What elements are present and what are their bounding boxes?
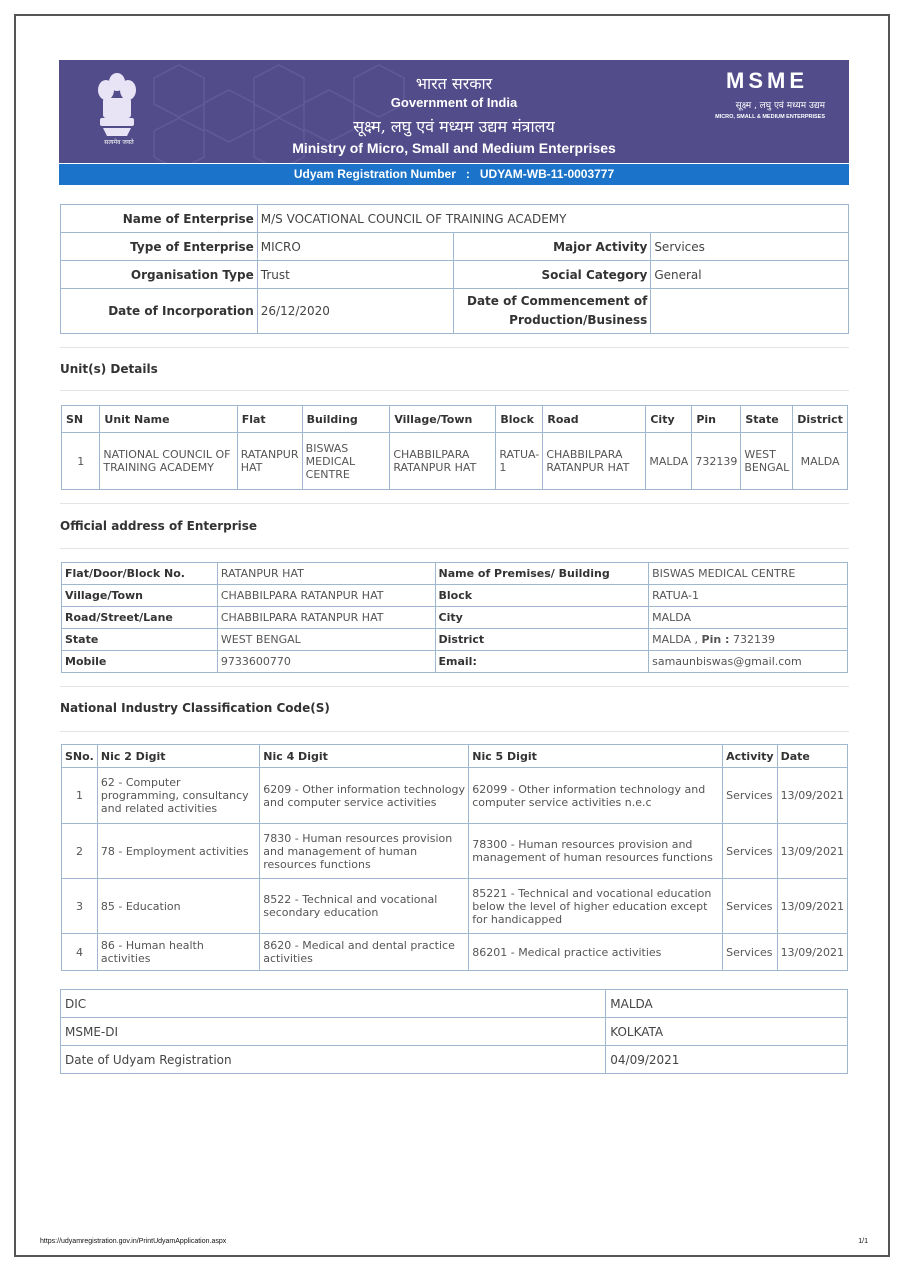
table-row	[62, 879, 848, 934]
column-header: State	[741, 406, 793, 433]
enterprise-name-label: Name of Enterprise	[61, 205, 258, 233]
incorporation-date-label: Date of Incorporation	[61, 289, 258, 334]
column-header: Village/Town	[390, 406, 496, 433]
hindi-ministry-title: सूक्ष्म, लघु एवं मध्यम उद्यम मंत्रालय	[353, 117, 555, 136]
table-cell: 85221 - Technical and vocational education below the level of higher education except for handicapped	[469, 879, 723, 934]
column-header: SNo.	[62, 745, 98, 768]
table-row	[62, 585, 848, 607]
district-name: MALDA ,	[652, 633, 699, 646]
table-row	[61, 1018, 848, 1046]
table-cell: 7830 - Human resources provision and management of human resources functions	[260, 824, 469, 879]
table-cell: Services	[723, 824, 777, 879]
pin-value: 732139	[732, 633, 775, 646]
table-cell: 85 - Education	[97, 879, 259, 934]
village-label: Village/Town	[62, 585, 218, 607]
column-header: Flat	[237, 406, 302, 433]
major-activity: Services	[651, 233, 849, 261]
table-cell: 1	[62, 768, 98, 824]
table-row	[61, 990, 848, 1018]
table-row	[62, 629, 848, 651]
divider	[60, 503, 849, 504]
premises-value: BISWAS MEDICAL CENTRE	[649, 563, 848, 585]
email-label: Email:	[435, 651, 649, 673]
incorporation-date: 26/12/2020	[257, 289, 454, 334]
table-cell: 3	[62, 879, 98, 934]
table-cell: 2	[62, 824, 98, 879]
msme-logo-hindi: सूक्ष्म , लघु एवं मध्यम उद्यम	[735, 101, 825, 111]
table-cell: 4	[62, 934, 98, 971]
table-cell: NATIONAL COUNCIL OF TRAINING ACADEMY	[100, 433, 237, 490]
table-cell: BISWAS MEDICAL CENTRE	[302, 433, 390, 490]
registration-separator: :	[465, 167, 470, 181]
table-row	[62, 651, 848, 673]
table-cell: KOLKATA	[606, 1018, 848, 1046]
table-cell: MALDA	[606, 990, 848, 1018]
dic-table	[60, 989, 848, 1074]
table-cell: Services	[723, 879, 777, 934]
table-cell: 78 - Employment activities	[97, 824, 259, 879]
commencement-date	[651, 289, 849, 334]
table-cell: MALDA	[646, 433, 692, 490]
pin-label: Pin :	[701, 633, 730, 646]
table-cell: 62 - Computer programming, consultancy and related activities	[97, 768, 259, 824]
column-header: SN	[62, 406, 100, 433]
email-value: samaunbiswas@gmail.com	[649, 651, 848, 673]
commencement-date-label: Date of Commencement of Production/Business	[454, 289, 651, 334]
enterprise-type-label: Type of Enterprise	[61, 233, 258, 261]
nic-section-title: National Industry Classification Code(S)	[60, 701, 330, 715]
table-row	[62, 768, 848, 824]
ministry-title: Ministry of Micro, Small and Medium Enterprises	[292, 140, 616, 156]
table-cell: 86201 - Medical practice activities	[469, 934, 723, 971]
table-row	[62, 824, 848, 879]
district-value	[649, 629, 848, 651]
table-row	[61, 205, 849, 233]
msme-logo	[707, 70, 827, 90]
msme-logo-subtitle: MICRO, SMALL & MEDIUM ENTERPRISES	[715, 114, 825, 120]
column-header: Activity	[723, 745, 777, 768]
mobile-label: Mobile	[62, 651, 218, 673]
table-row	[61, 261, 849, 289]
column-header: Building	[302, 406, 390, 433]
column-header: Nic 5 Digit	[469, 745, 723, 768]
registration-number-bar	[59, 164, 849, 185]
table-row	[62, 433, 848, 490]
table-cell: RATUA-1	[496, 433, 543, 490]
column-header: Date	[777, 745, 847, 768]
table-cell: MSME-DI	[61, 1018, 606, 1046]
column-header: City	[646, 406, 692, 433]
flat-label: Flat/Door/Block No.	[62, 563, 218, 585]
enterprise-details-table	[60, 204, 849, 334]
table-cell: 13/09/2021	[777, 768, 847, 824]
road-value: CHABBILPARA RATANPUR HAT	[217, 607, 435, 629]
state-label: State	[62, 629, 218, 651]
table-row	[62, 563, 848, 585]
table-cell: 6209 - Other information technology and computer service activities	[260, 768, 469, 824]
column-header: Nic 4 Digit	[260, 745, 469, 768]
emblem-caption: सत्यमेव जयते	[104, 139, 134, 146]
district-label: District	[435, 629, 649, 651]
divider	[60, 731, 849, 732]
block-value: RATUA-1	[649, 585, 848, 607]
hindi-government-title: भारत सरकार	[415, 74, 493, 93]
units-table	[61, 405, 848, 490]
table-cell: 04/09/2021	[606, 1046, 848, 1074]
table-header-row	[62, 745, 848, 768]
social-category: General	[651, 261, 849, 289]
table-cell: 8620 - Medical and dental practice activities	[260, 934, 469, 971]
column-header: Unit Name	[100, 406, 237, 433]
units-section-title: Unit(s) Details	[60, 362, 158, 376]
table-cell: MALDA	[793, 433, 848, 490]
enterprise-type: MICRO	[257, 233, 454, 261]
table-cell: 86 - Human health activities	[97, 934, 259, 971]
column-header: Block	[496, 406, 543, 433]
table-cell: 8522 - Technical and vocational secondary education	[260, 879, 469, 934]
table-cell: RATANPUR HAT	[237, 433, 302, 490]
government-title: Government of India	[390, 95, 518, 110]
table-row	[61, 233, 849, 261]
address-section-title: Official address of Enterprise	[60, 519, 258, 533]
column-header: District	[793, 406, 848, 433]
table-row	[62, 607, 848, 629]
organisation-type: Trust	[257, 261, 454, 289]
table-row	[62, 934, 848, 971]
ministry-banner	[59, 60, 849, 163]
city-value: MALDA	[649, 607, 848, 629]
table-cell: 13/09/2021	[777, 824, 847, 879]
flat-value: RATANPUR HAT	[217, 563, 435, 585]
table-cell: 62099 - Other information technology and computer service activities n.e.c	[469, 768, 723, 824]
table-cell: WEST BENGAL	[741, 433, 793, 490]
column-header: Road	[543, 406, 646, 433]
table-row	[61, 1046, 848, 1074]
mobile-value: 9733600770	[217, 651, 435, 673]
table-row	[61, 289, 849, 334]
table-cell: CHABBILPARA RATANPUR HAT	[543, 433, 646, 490]
divider	[60, 347, 849, 348]
divider	[60, 686, 849, 687]
table-cell: 78300 - Human resources provision and management of human resources functions	[469, 824, 723, 879]
organisation-type-label: Organisation Type	[61, 261, 258, 289]
address-table	[61, 562, 848, 673]
table-cell: Services	[723, 934, 777, 971]
table-header-row	[62, 406, 848, 433]
table-cell: Date of Udyam Registration	[61, 1046, 606, 1074]
table-cell: CHABBILPARA RATANPUR HAT	[390, 433, 496, 490]
table-cell: 732139	[692, 433, 741, 490]
village-value: CHABBILPARA RATANPUR HAT	[217, 585, 435, 607]
print-url: https://udyamregistration.gov.in/PrintUdyamApplication.aspx	[40, 1238, 227, 1245]
state-value: WEST BENGAL	[217, 629, 435, 651]
divider	[60, 548, 849, 549]
table-cell: 13/09/2021	[777, 879, 847, 934]
print-page-number: 1/1	[858, 1238, 868, 1245]
road-label: Road/Street/Lane	[62, 607, 218, 629]
registration-number: UDYAM-WB-11-0003777	[479, 167, 615, 181]
column-header: Nic 2 Digit	[97, 745, 259, 768]
table-cell: 13/09/2021	[777, 934, 847, 971]
divider	[60, 390, 849, 391]
block-label: Block	[435, 585, 649, 607]
print-footer	[40, 1238, 868, 1245]
social-category-label: Social Category	[454, 261, 651, 289]
premises-label: Name of Premises/ Building	[435, 563, 649, 585]
table-cell: Services	[723, 768, 777, 824]
major-activity-label: Major Activity	[454, 233, 651, 261]
msme-logo-text: MSME	[726, 70, 808, 90]
table-cell: 1	[62, 433, 100, 490]
nic-codes-table	[61, 744, 848, 971]
city-label: City	[435, 607, 649, 629]
column-header: Pin	[692, 406, 741, 433]
table-cell: DIC	[61, 990, 606, 1018]
registration-number-label: Udyam Registration Number	[293, 167, 456, 181]
enterprise-name: M/S VOCATIONAL COUNCIL OF TRAINING ACADEMY	[257, 205, 848, 233]
